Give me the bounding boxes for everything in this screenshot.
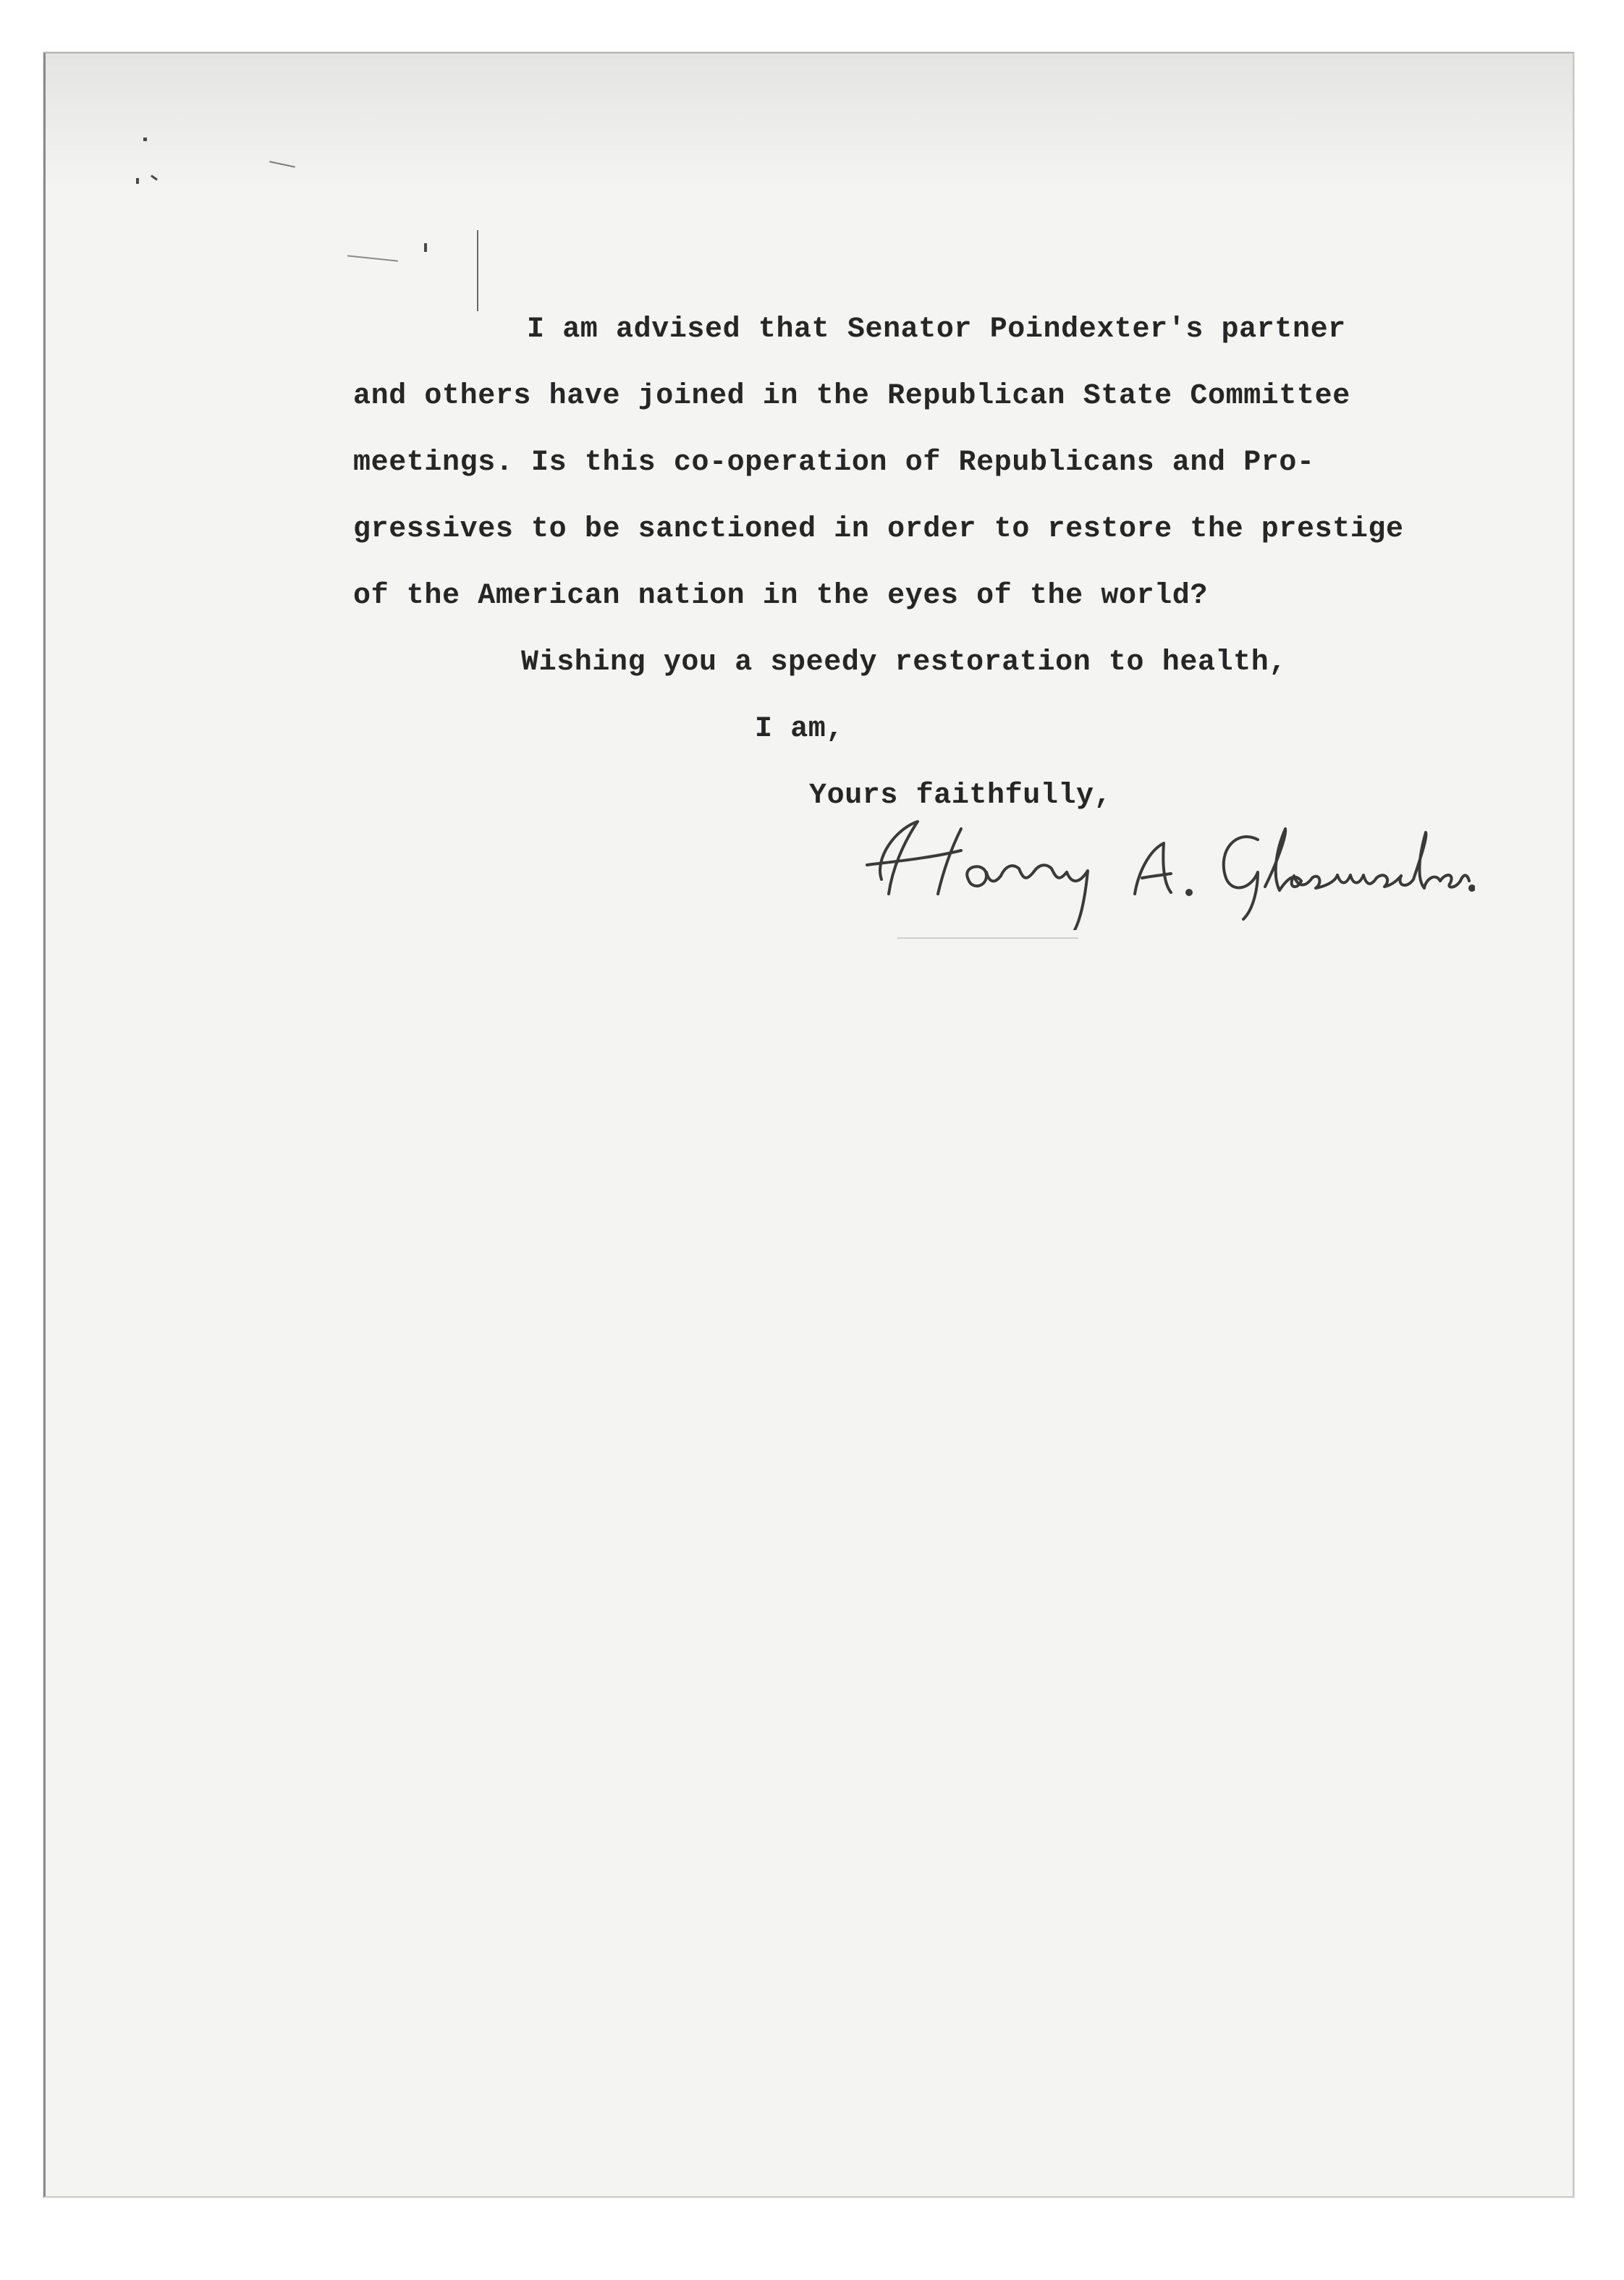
margin-mark bbox=[424, 243, 427, 252]
letter-line: meetings. Is this co-operation of Republicans and Pro- bbox=[353, 447, 1315, 479]
closing-valediction: Yours faithfully, bbox=[809, 780, 1112, 812]
letter-line: Wishing you a speedy restoration to health, bbox=[521, 646, 1287, 679]
margin-mark bbox=[143, 138, 147, 141]
letter-line: and others have joined in the Republican State Committee bbox=[353, 380, 1350, 413]
signature-underline bbox=[897, 937, 1078, 939]
signature-drawing bbox=[853, 800, 1475, 930]
letter-body bbox=[353, 297, 1511, 829]
sheet-shading bbox=[46, 54, 1573, 191]
letter-line: I am advised that Senator Poindexter's partner bbox=[527, 313, 1346, 346]
margin-mark bbox=[136, 178, 139, 184]
signature bbox=[853, 800, 1475, 930]
letter-line: of the American nation in the eyes of the world? bbox=[353, 580, 1208, 612]
closing-line: I am, bbox=[755, 713, 845, 746]
letter-line: gressives to be sanctioned in order to restore the prestige bbox=[353, 513, 1404, 546]
